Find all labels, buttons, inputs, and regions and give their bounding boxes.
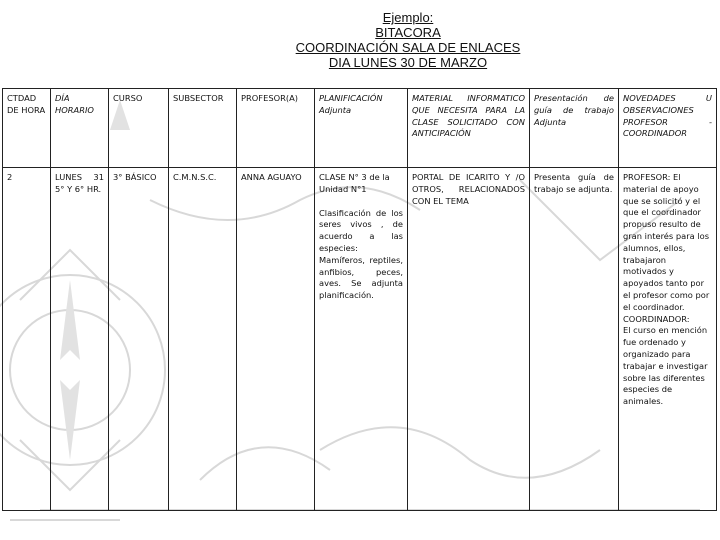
header-novedades: NOVEDADES U OBSERVACIONES PROFESOR - COORDINADOR <box>619 89 717 168</box>
table-row <box>3 168 717 511</box>
novedades-coordinador-label: COORDINADOR: <box>623 313 690 324</box>
planificacion-detail: Clasificación de los seres vivos , de acuerdo a las especies: Mamíferos, reptiles, anfibios, peces, aves. Se adjunta planificación. <box>319 207 403 301</box>
cell-curso: 3° BÁSICO <box>109 168 169 511</box>
title-bitacora: BITACORA <box>375 25 441 40</box>
title-date: DIA LUNES 30 DE MARZO <box>328 55 488 70</box>
cell-presentacion: Presenta guía de trabajo se adjunta. <box>530 168 619 511</box>
cell-ctdad: 2 <box>3 168 51 511</box>
title-coordination: COORDINACIÓN SALA DE ENLACES <box>295 40 521 55</box>
cell-novedades <box>619 168 717 511</box>
header-presentacion: Presentación de guía de trabajo Adjunta <box>530 89 619 168</box>
document-title <box>0 10 720 70</box>
header-profesor: PROFESOR(A) <box>237 89 315 168</box>
header-material: MATERIAL INFORMATICO QUE NECESITA PARA LA CLASE SOLICITADO CON ANTICIPACIÓN <box>408 89 530 168</box>
log-table <box>2 88 717 511</box>
header-dia: DÍA HORARIO <box>51 89 109 168</box>
planificacion-class: CLASE N° 3 de la Unidad N°1 <box>319 172 390 194</box>
cell-planificacion <box>315 168 408 511</box>
novedades-profesor: PROFESOR: El material de apoyo que se solicitó y el que el coordinador propuso resulto de gran interés para los alumnos, ellos, trabajaron motivados y apoyados tanto por el profesor como por el coordinador. <box>623 172 710 312</box>
header-planificacion: PLANIFICACIÓN Adjunta <box>315 89 408 168</box>
cell-material: PORTAL DE ICARITO Y /O OTROS, RELACIONADOS CON EL TEMA <box>408 168 530 511</box>
header-curso: CURSO <box>109 89 169 168</box>
header-ctdad: CTDAD DE HORA <box>3 89 51 168</box>
cell-subsector: C.M.N.S.C. <box>169 168 237 511</box>
title-example: Ejemplo: <box>382 10 434 25</box>
novedades-coordinador: El curso en mención fue ordenado y organizado para trabajar e investigar sobre las diferentes especies de animales. <box>623 325 708 407</box>
cell-profesor: ANNA AGUAYO <box>237 168 315 511</box>
table-header-row <box>3 89 717 168</box>
cell-dia: LUNES 31 5° Y 6° HR. <box>51 168 109 511</box>
header-subsector: SUBSECTOR <box>169 89 237 168</box>
